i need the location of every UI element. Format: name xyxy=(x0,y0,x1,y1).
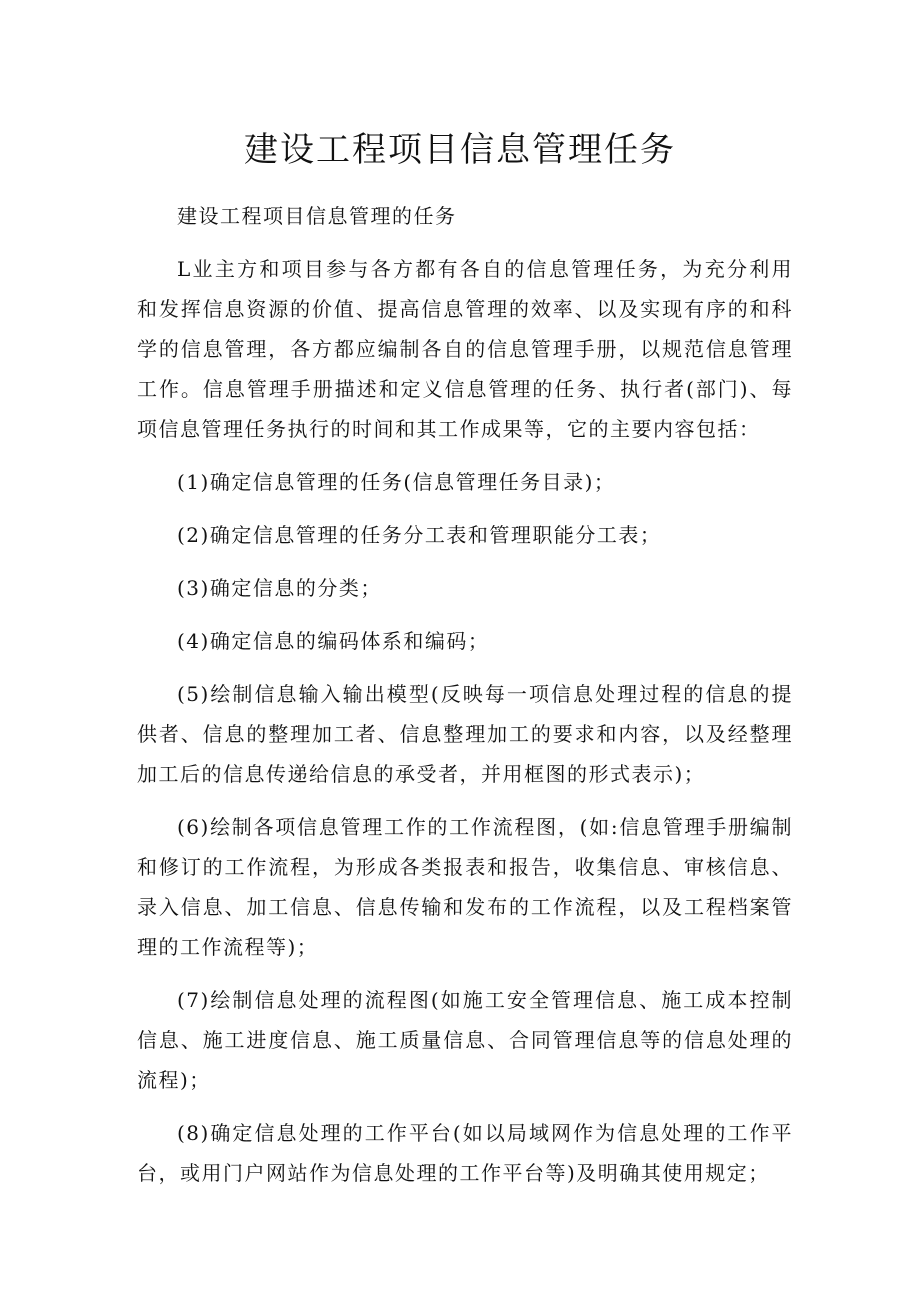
list-item-7: (7)绘制信息处理的流程图(如施工安全管理信息、施工成本控制信息、施工进度信息、施工质量信息、合同管理信息等的信息处理的流程)； xyxy=(137,988,793,1092)
intro-paragraph: L业主方和项目参与各方都有各自的信息管理任务，为充分利用和发挥信息资源的价值、提高信息管理的效率、以及实现有序的和科学的信息管理，各方都应编制各自的信息管理手册，以规范信息管理工作。信息管理手册描述和定义信息管理的任务、执行者(部门)、每项信息管理任务执行的时间和其工作成果等，它的主要内容包括： xyxy=(137,257,793,441)
section-heading: 建设工程项目信息管理的任务 xyxy=(177,204,457,228)
document-body xyxy=(137,196,793,1206)
list-item-5: (5)绘制信息输入输出模型(反映每一项信息处理过程的信息的提供者、信息的整理加工者、信息整理加工的要求和内容，以及经整理加工后的信息传递给信息的承受者，并用框图的形式表示)； xyxy=(137,682,793,786)
document-title: 建设工程项目信息管理任务 xyxy=(244,130,676,170)
list-item-1: (1)确定信息管理的任务(信息管理任务目录)； xyxy=(177,470,616,494)
list-item-8: (8)确定信息处理的工作平台(如以局域网作为信息处理的工作平台，或用门户网站作为信息处理的工作平台等)及明确其使用规定； xyxy=(137,1121,793,1185)
list-item-6: (6)绘制各项信息管理工作的工作流程图，(如:信息管理手册编制和修订的工作流程，为形成各类报表和报告，收集信息、审核信息、录入信息、加工信息、信息传输和发布的工作流程，以及工程档案管理的工作流程等)； xyxy=(137,815,793,959)
list-item-3: (3)确定信息的分类； xyxy=(177,576,382,600)
list-item-4: (4)确定信息的编码体系和编码； xyxy=(177,629,490,653)
list-item-2: (2)确定信息管理的任务分工表和管理职能分工表； xyxy=(177,523,662,547)
